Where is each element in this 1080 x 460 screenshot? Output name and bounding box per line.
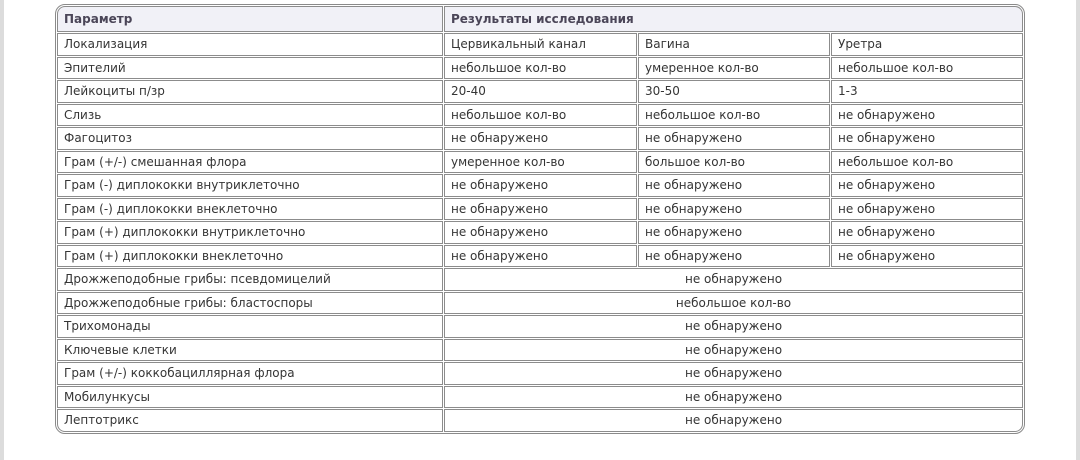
table-row — [57, 57, 1023, 80]
result-vagina: не обнаружено — [638, 127, 830, 150]
result-merged: не обнаружено — [444, 409, 1023, 432]
table-row — [57, 362, 1023, 385]
parameter-label: Локализация — [57, 33, 443, 56]
result-merged: не обнаружено — [444, 362, 1023, 385]
result-vagina: не обнаружено — [638, 245, 830, 268]
results-table — [55, 4, 1025, 434]
result-cervical: не обнаружено — [444, 245, 637, 268]
table-row — [57, 292, 1023, 315]
result-cervical: не обнаружено — [444, 198, 637, 221]
table-row — [57, 268, 1023, 291]
result-vagina: умеренное кол-во — [638, 57, 830, 80]
table-row — [57, 221, 1023, 244]
parameter-label: Мобилункусы — [57, 386, 443, 409]
table-row — [57, 409, 1023, 432]
result-merged: не обнаружено — [444, 315, 1023, 338]
result-cervical: не обнаружено — [444, 127, 637, 150]
parameter-label: Грам (+) диплококки внеклеточно — [57, 245, 443, 268]
result-merged: не обнаружено — [444, 268, 1023, 291]
parameter-label: Эпителий — [57, 57, 443, 80]
header-results: Результаты исследования — [444, 6, 1023, 32]
parameter-label: Дрожжеподобные грибы: псевдомицелий — [57, 268, 443, 291]
result-vagina: небольшое кол-во — [638, 104, 830, 127]
table-row — [57, 339, 1023, 362]
result-urethra: небольшое кол-во — [831, 151, 1023, 174]
location-cervical-canal: Цервикальный канал — [444, 33, 637, 56]
parameter-label: Ключевые клетки — [57, 339, 443, 362]
result-urethra: небольшое кол-во — [831, 57, 1023, 80]
table-row — [57, 104, 1023, 127]
header-parameter: Параметр — [57, 6, 443, 32]
parameter-label: Грам (+/-) коккобациллярная флора — [57, 362, 443, 385]
result-merged: не обнаружено — [444, 386, 1023, 409]
table-header-row — [57, 6, 1023, 32]
table-row — [57, 245, 1023, 268]
location-urethra: Уретра — [831, 33, 1023, 56]
table-row — [57, 127, 1023, 150]
result-vagina: не обнаружено — [638, 221, 830, 244]
result-vagina: не обнаружено — [638, 174, 830, 197]
result-merged: небольшое кол-во — [444, 292, 1023, 315]
result-urethra: не обнаружено — [831, 127, 1023, 150]
result-cervical: 20-40 — [444, 80, 637, 103]
result-vagina: большое кол-во — [638, 151, 830, 174]
table-row — [57, 315, 1023, 338]
location-vagina: Вагина — [638, 33, 830, 56]
parameter-label: Лейкоциты п/зр — [57, 80, 443, 103]
parameter-label: Лептотрикс — [57, 409, 443, 432]
table-row — [57, 151, 1023, 174]
result-urethra: 1-3 — [831, 80, 1023, 103]
parameter-label: Фагоцитоз — [57, 127, 443, 150]
result-urethra: не обнаружено — [831, 174, 1023, 197]
result-vagina: не обнаружено — [638, 198, 830, 221]
table-row-localization — [57, 33, 1023, 56]
result-urethra: не обнаружено — [831, 245, 1023, 268]
parameter-label: Трихомонады — [57, 315, 443, 338]
result-merged: не обнаружено — [444, 339, 1023, 362]
table-row — [57, 80, 1023, 103]
result-urethra: не обнаружено — [831, 104, 1023, 127]
table-row — [57, 386, 1023, 409]
parameter-label: Грам (+/-) смешанная флора — [57, 151, 443, 174]
table-row — [57, 198, 1023, 221]
result-urethra: не обнаружено — [831, 221, 1023, 244]
parameter-label: Дрожжеподобные грибы: бластоспоры — [57, 292, 443, 315]
result-cervical: не обнаружено — [444, 174, 637, 197]
result-cervical: не обнаружено — [444, 221, 637, 244]
page — [4, 0, 1076, 460]
result-cervical: небольшое кол-во — [444, 57, 637, 80]
parameter-label: Грам (+) диплококки внутриклеточно — [57, 221, 443, 244]
result-vagina: 30-50 — [638, 80, 830, 103]
parameter-label: Слизь — [57, 104, 443, 127]
table-row — [57, 174, 1023, 197]
result-urethra: не обнаружено — [831, 198, 1023, 221]
parameter-label: Грам (-) диплококки внутриклеточно — [57, 174, 443, 197]
result-cervical: умеренное кол-во — [444, 151, 637, 174]
result-cervical: небольшое кол-во — [444, 104, 637, 127]
parameter-label: Грам (-) диплококки внеклеточно — [57, 198, 443, 221]
